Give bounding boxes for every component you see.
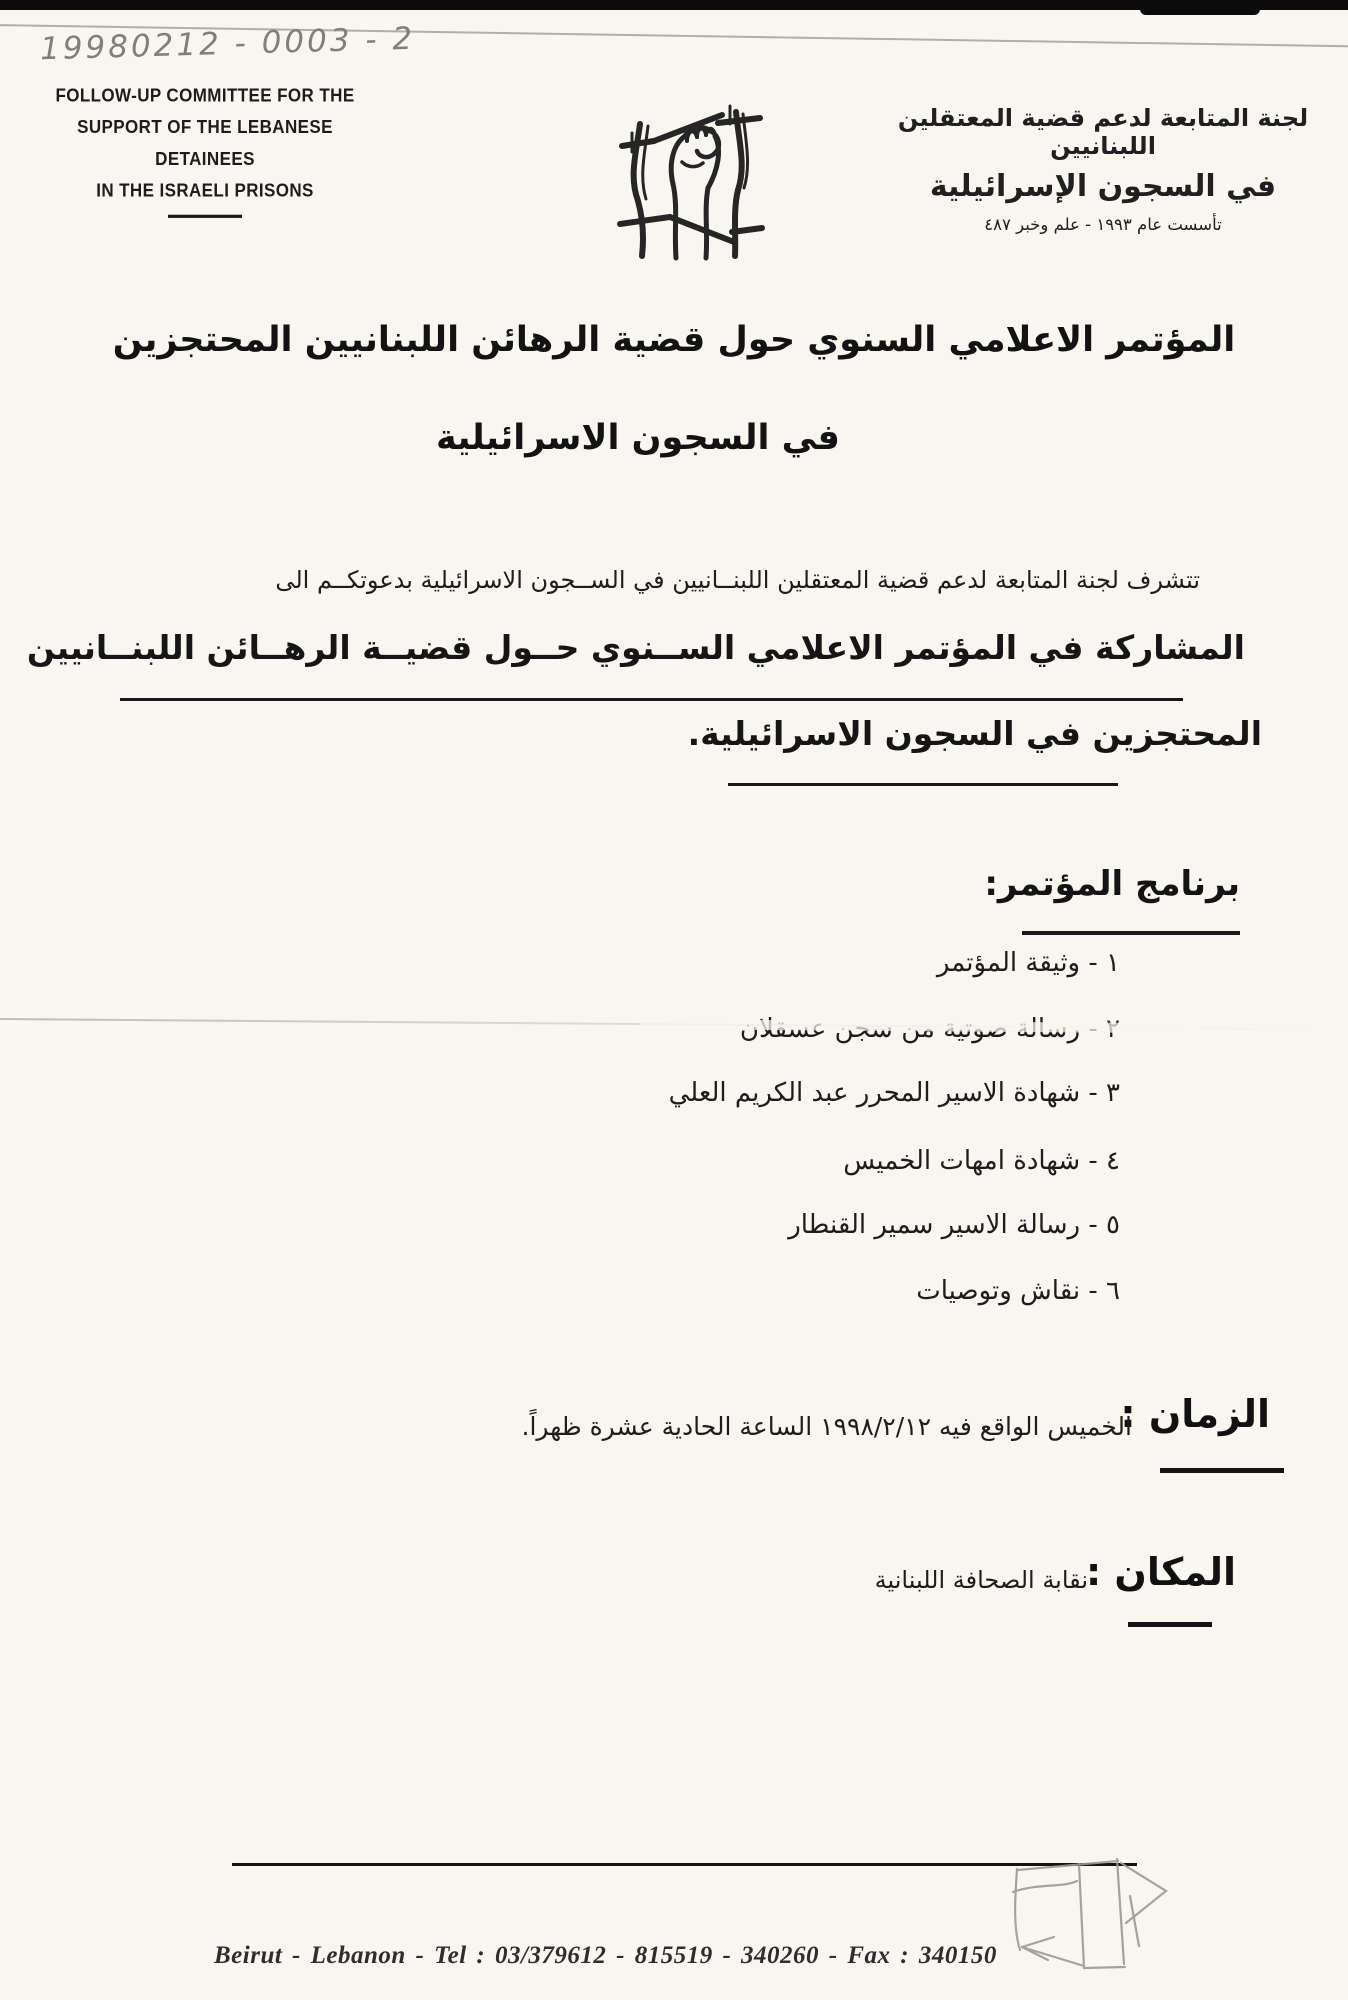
program-item-4: ٤ - شهادة امهات الخميس	[843, 1146, 1120, 1176]
conference-title-line1: المؤتمر الاعلامي السنوي حول قضية الرهائن اللبنانيين المحتجزين	[112, 320, 1236, 360]
arabic-letterhead-founded-line: تأسست عام ١٩٩٣ - علم وخبر ٤٨٧	[984, 215, 1222, 234]
place-label: المكان :	[1086, 1550, 1236, 1594]
footer-separator-rule	[232, 1863, 1137, 1866]
scan-edge-bump	[1140, 9, 1260, 15]
invitation-line1: تتشرف لجنة المتابعة لدعم قضية المعتقلين اللبنــانيين في الســجون الاسرائيلية بدعوتكــم الى	[275, 566, 1200, 594]
english-letterhead-line2: SUPPORT OF THE LEBANESE DETAINEES	[77, 117, 333, 170]
program-heading: برنامج المؤتمر:	[984, 864, 1240, 904]
english-letterhead-underline	[168, 215, 242, 218]
pencil-scribble-icon	[1008, 1850, 1178, 1996]
place-value: نقابة الصحافة اللبنانية	[874, 1566, 1088, 1594]
fist-prison-bars-icon	[612, 100, 770, 268]
program-item-3: ٣ - شهادة الاسير المحرر عبد الكريم العلي	[668, 1078, 1120, 1108]
english-letterhead	[52, 80, 358, 218]
arabic-letterhead	[896, 104, 1310, 234]
footer-contact-line: Beirut - Lebanon - Tel : 03/379612 - 815519 - 340260 - Fax : 340150	[214, 1942, 997, 1969]
arabic-letterhead-line2: في السجون الإسرائيلية	[929, 169, 1277, 204]
arabic-letterhead-line1: لجنة المتابعة لدعم قضية المعتقلين اللبنانيين	[897, 104, 1309, 160]
time-label: الزمان :	[1120, 1392, 1270, 1436]
invitation-line3: المحتجزين في السجون الاسرائيلية.	[687, 714, 1262, 753]
program-item-6: ٦ - نقاش وتوصيات	[916, 1276, 1120, 1306]
program-heading-underline	[1022, 931, 1240, 935]
place-label-underline	[1128, 1622, 1212, 1627]
english-letterhead-line3: IN THE ISRAELI PRISONS	[96, 180, 314, 201]
time-value: الخميس الواقع فيه ١٩٩٨/٢/١٢ الساعة الحادية عشرة ظهراً.	[521, 1412, 1132, 1441]
invitation-underline1	[120, 698, 1183, 701]
english-letterhead-line1: FOLLOW-UP COMMITTEE FOR THE	[55, 85, 355, 106]
program-item-5: ٥ - رسالة الاسير سمير القنطار	[788, 1210, 1120, 1240]
program-item-1: ١ - وثيقة المؤتمر	[936, 948, 1120, 978]
invitation-line2: المشاركة في المؤتمر الاعلامي الســنوي حــول قضيــة الرهــائن اللبنــانيين	[26, 628, 1245, 667]
invitation-underline2	[728, 783, 1118, 786]
handwritten-archive-id: 19980212 - 0003 - 2	[39, 20, 416, 68]
time-label-underline	[1160, 1468, 1284, 1473]
conference-title-line2: في السجون الاسرائيلية	[436, 418, 840, 458]
